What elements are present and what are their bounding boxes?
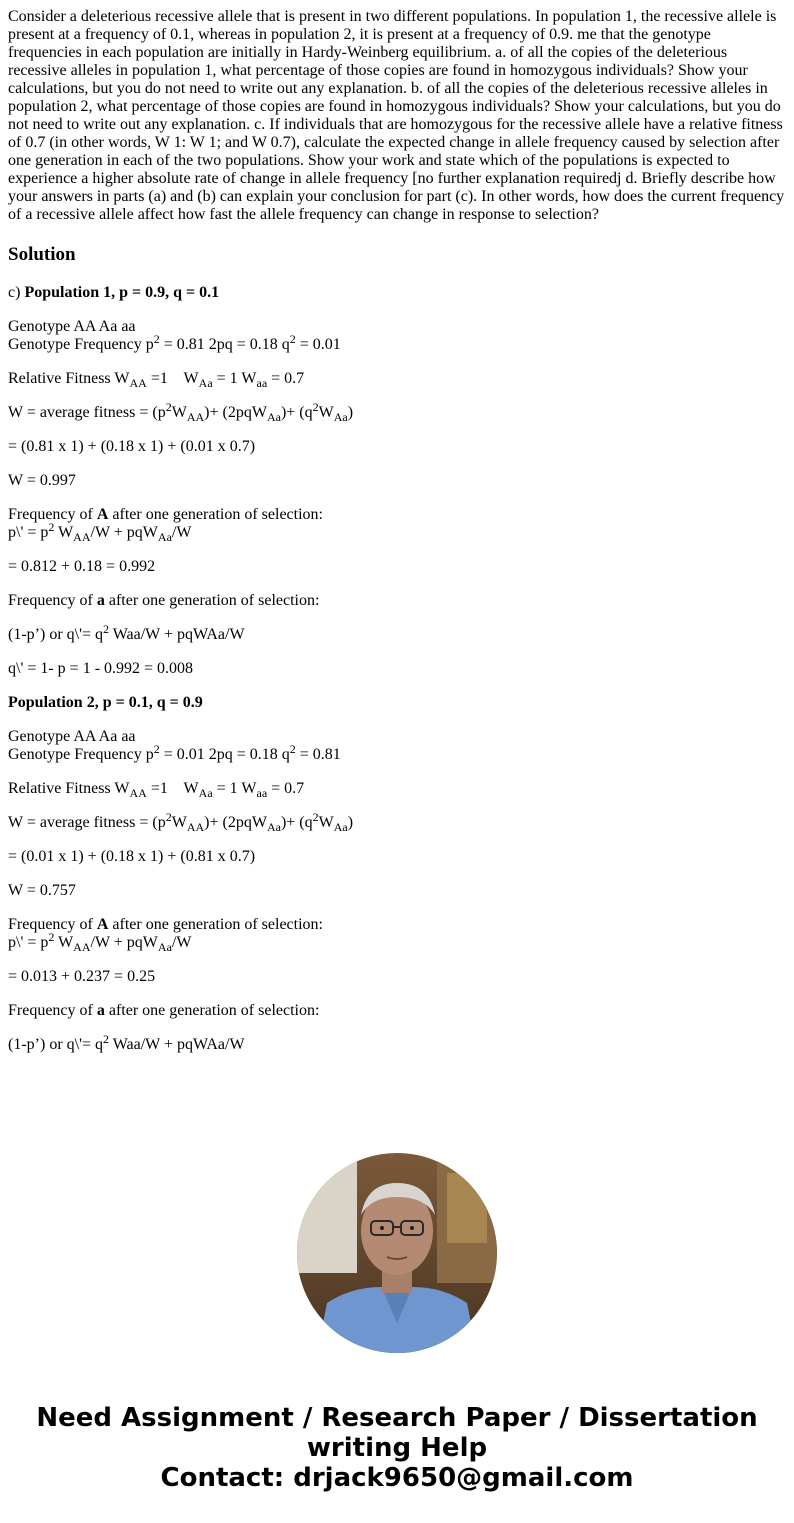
p-formula: /W — [171, 934, 192, 951]
pop1-avg-sum: = (0.81 x 1) + (0.18 x 1) + (0.01 x 0.7) — [8, 438, 256, 455]
freq-post: after one generation of selection: — [104, 1002, 320, 1019]
sub: Aa — [198, 786, 213, 800]
avg-part: )+ (q — [280, 814, 313, 831]
sub: Aa — [266, 820, 281, 834]
freq-pre: Frequency of — [8, 506, 97, 523]
pop2-w-value: W = 0.757 — [8, 882, 76, 899]
allele-A: A — [96, 916, 109, 933]
p-formula: p\' = p — [8, 934, 49, 951]
rel-fitness-part: = 1 W — [212, 370, 257, 387]
p-formula: W — [54, 524, 74, 541]
pop2-genotype-block — [8, 728, 786, 764]
pop2-genotype-line: Genotype AA Aa aa — [8, 728, 136, 745]
sub: AA — [73, 530, 91, 544]
rel-fitness-part: =1 W — [146, 370, 199, 387]
rel-fitness-part: = 0.7 — [267, 780, 305, 797]
w-letter: W — [171, 404, 187, 421]
pop2-title — [8, 694, 786, 712]
pop2-q-formula — [8, 1032, 786, 1054]
footer-line-2: writing Help — [306, 1433, 488, 1463]
pop1-p-calc: = 0.812 + 0.18 = 0.992 — [8, 558, 156, 575]
p-formula: /W + pqW — [90, 524, 158, 541]
sub: Aa — [333, 820, 348, 834]
pop2-title-text: Population 2, p = 0.1, q = 0.9 — [8, 694, 203, 711]
pop1-freq-label: Genotype Frequency p — [8, 336, 154, 353]
q-formula: (1-p’) or q\'= q — [8, 1036, 103, 1053]
sup: 2 — [48, 520, 55, 534]
solution-heading: Solution — [8, 244, 76, 265]
pop1-q-formula — [8, 622, 786, 644]
q-formula: Waa/W + pqWAa/W — [109, 626, 245, 643]
pop1-title — [8, 284, 786, 302]
rel-fitness-label: Relative Fitness W — [8, 780, 130, 797]
sub: AA — [186, 820, 205, 834]
close-paren: ) — [347, 404, 354, 421]
avg-part: )+ (2pqW — [204, 404, 267, 421]
allele-a: a — [96, 1002, 105, 1019]
w-letter: W — [318, 404, 334, 421]
pop1-q-calc: q\' = 1- p = 1 - 0.992 = 0.008 — [8, 660, 194, 677]
sup: 2 — [165, 400, 172, 414]
avg-label: W = average fitness = (p — [8, 404, 166, 421]
pop2-freq-a-block — [8, 1002, 786, 1020]
pop2-freq-pp: = 0.01 2pq = 0.18 q — [159, 746, 290, 763]
sub: AA — [129, 376, 147, 390]
sup: 2 — [165, 810, 172, 824]
footer-contact[interactable]: Contact: drjack9650@gmail.com — [160, 1463, 634, 1493]
sub: Aa — [157, 940, 172, 954]
sub: Aa — [266, 410, 281, 424]
avg-label: W = average fitness = (p — [8, 814, 166, 831]
w-letter: W — [171, 814, 187, 831]
pop2-freq-label: Genotype Frequency p — [8, 746, 154, 763]
pop1-freq-pp: = 0.81 2pq = 0.18 q — [159, 336, 290, 353]
footer-line-1: Need Assignment / Research Paper / Dissertation — [36, 1403, 758, 1433]
sub: Aa — [333, 410, 348, 424]
sup: 2 — [312, 400, 319, 414]
close-paren: ) — [347, 814, 354, 831]
pop1-freq-qq: = 0.01 — [295, 336, 341, 353]
freq-post: after one generation of selection: — [104, 592, 320, 609]
allele-A: A — [96, 506, 109, 523]
sub: aa — [256, 786, 268, 800]
freq-post: after one generation of selection: — [108, 506, 323, 523]
sup: 2 — [153, 332, 160, 346]
q-formula: Waa/W + pqWAa/W — [109, 1036, 245, 1053]
freq-pre: Frequency of — [8, 592, 97, 609]
pop1-freq-a-block — [8, 592, 786, 610]
sup: 2 — [103, 1032, 109, 1046]
rel-fitness-part: = 1 W — [212, 780, 257, 797]
footer-banner — [0, 1403, 794, 1493]
pop1-average-fitness — [8, 400, 786, 424]
freq-post: after one generation of selection: — [108, 916, 323, 933]
sub: AA — [129, 786, 147, 800]
p-formula: W — [54, 934, 74, 951]
p-formula: /W + pqW — [90, 934, 158, 951]
freq-pre: Frequency of — [8, 916, 97, 933]
freq-pre: Frequency of — [8, 1002, 97, 1019]
sub: aa — [256, 376, 268, 390]
sub: Aa — [198, 376, 213, 390]
question-text: Consider a deleterious recessive allele that is present in two different populations. In population 1, the recessive allele is present at a frequency of 0.1, whereas in population 2, it is present at a frequency of 0.9. me that the genotype frequencies in each population are initially in Hardy-Weinberg equilibrium. a. of all the copies of the deleterious recessive alleles in population 1, what percentage of those copies are found in homozygous individuals? Show your calculations, but you do not need to write out any explanation. b. of all the copies of the deleterious recessive alleles in population 2, what percentage of those copies are found in homozygous individuals? Show your calculations, but you do not need to write out any explanation. c. If individuals that are homozygous for the recessive allele have a relative fitness of 0.7 (in other words, W 1: W 1; and W 0.7), calculate the expected change in allele frequency caused by selection after one generation in each of the two populations. Show your work and state which of the populations is expected to experience a higher absolute rate of change in allele frequency [no further explanation requiredj d. Briefly describe how your answers in parts (a) and (b) can explain your conclusion for part (c). In other words, how does the current frequency of a recessive allele affect how fast the allele frequency can change in response to selection? — [8, 8, 785, 223]
q-formula: (1-p’) or q\'= q — [8, 626, 103, 643]
pop1-relative-fitness — [8, 370, 786, 388]
sup: 2 — [312, 810, 319, 824]
sub: AA — [186, 410, 205, 424]
author-photo — [297, 1153, 497, 1353]
avg-part: )+ (q — [280, 404, 313, 421]
sup: 2 — [289, 742, 296, 756]
pop1-title-text: Population 1, p = 0.9, q = 0.1 — [24, 284, 220, 301]
pop1-freq-A-block — [8, 506, 786, 542]
pop2-freq-A-block — [8, 916, 786, 952]
pop1-genotype-block — [8, 318, 786, 354]
allele-a: a — [96, 592, 105, 609]
sub: Aa — [157, 530, 172, 544]
sub: AA — [73, 940, 91, 954]
avg-part: )+ (2pqW — [204, 814, 267, 831]
pop2-relative-fitness — [8, 780, 786, 798]
pop2-avg-sum: = (0.01 x 1) + (0.18 x 1) + (0.81 x 0.7) — [8, 848, 256, 865]
rel-fitness-label: Relative Fitness W — [8, 370, 130, 387]
w-letter: W — [318, 814, 334, 831]
sup: 2 — [103, 622, 109, 636]
p-formula: p\' = p — [8, 524, 49, 541]
rel-fitness-part: =1 W — [146, 780, 199, 797]
pop2-freq-qq: = 0.81 — [295, 746, 341, 763]
author-portrait-image — [297, 1153, 497, 1353]
pop2-p-calc: = 0.013 + 0.237 = 0.25 — [8, 968, 156, 985]
rel-fitness-part: = 0.7 — [267, 370, 305, 387]
p-formula: /W — [171, 524, 192, 541]
pop1-w-value: W = 0.997 — [8, 472, 76, 489]
pop1-genotype-line: Genotype AA Aa aa — [8, 318, 136, 335]
sup: 2 — [153, 742, 160, 756]
sup: 2 — [289, 332, 296, 346]
pop2-average-fitness — [8, 810, 786, 834]
sup: 2 — [48, 930, 55, 944]
part-prefix: c) — [8, 284, 21, 301]
